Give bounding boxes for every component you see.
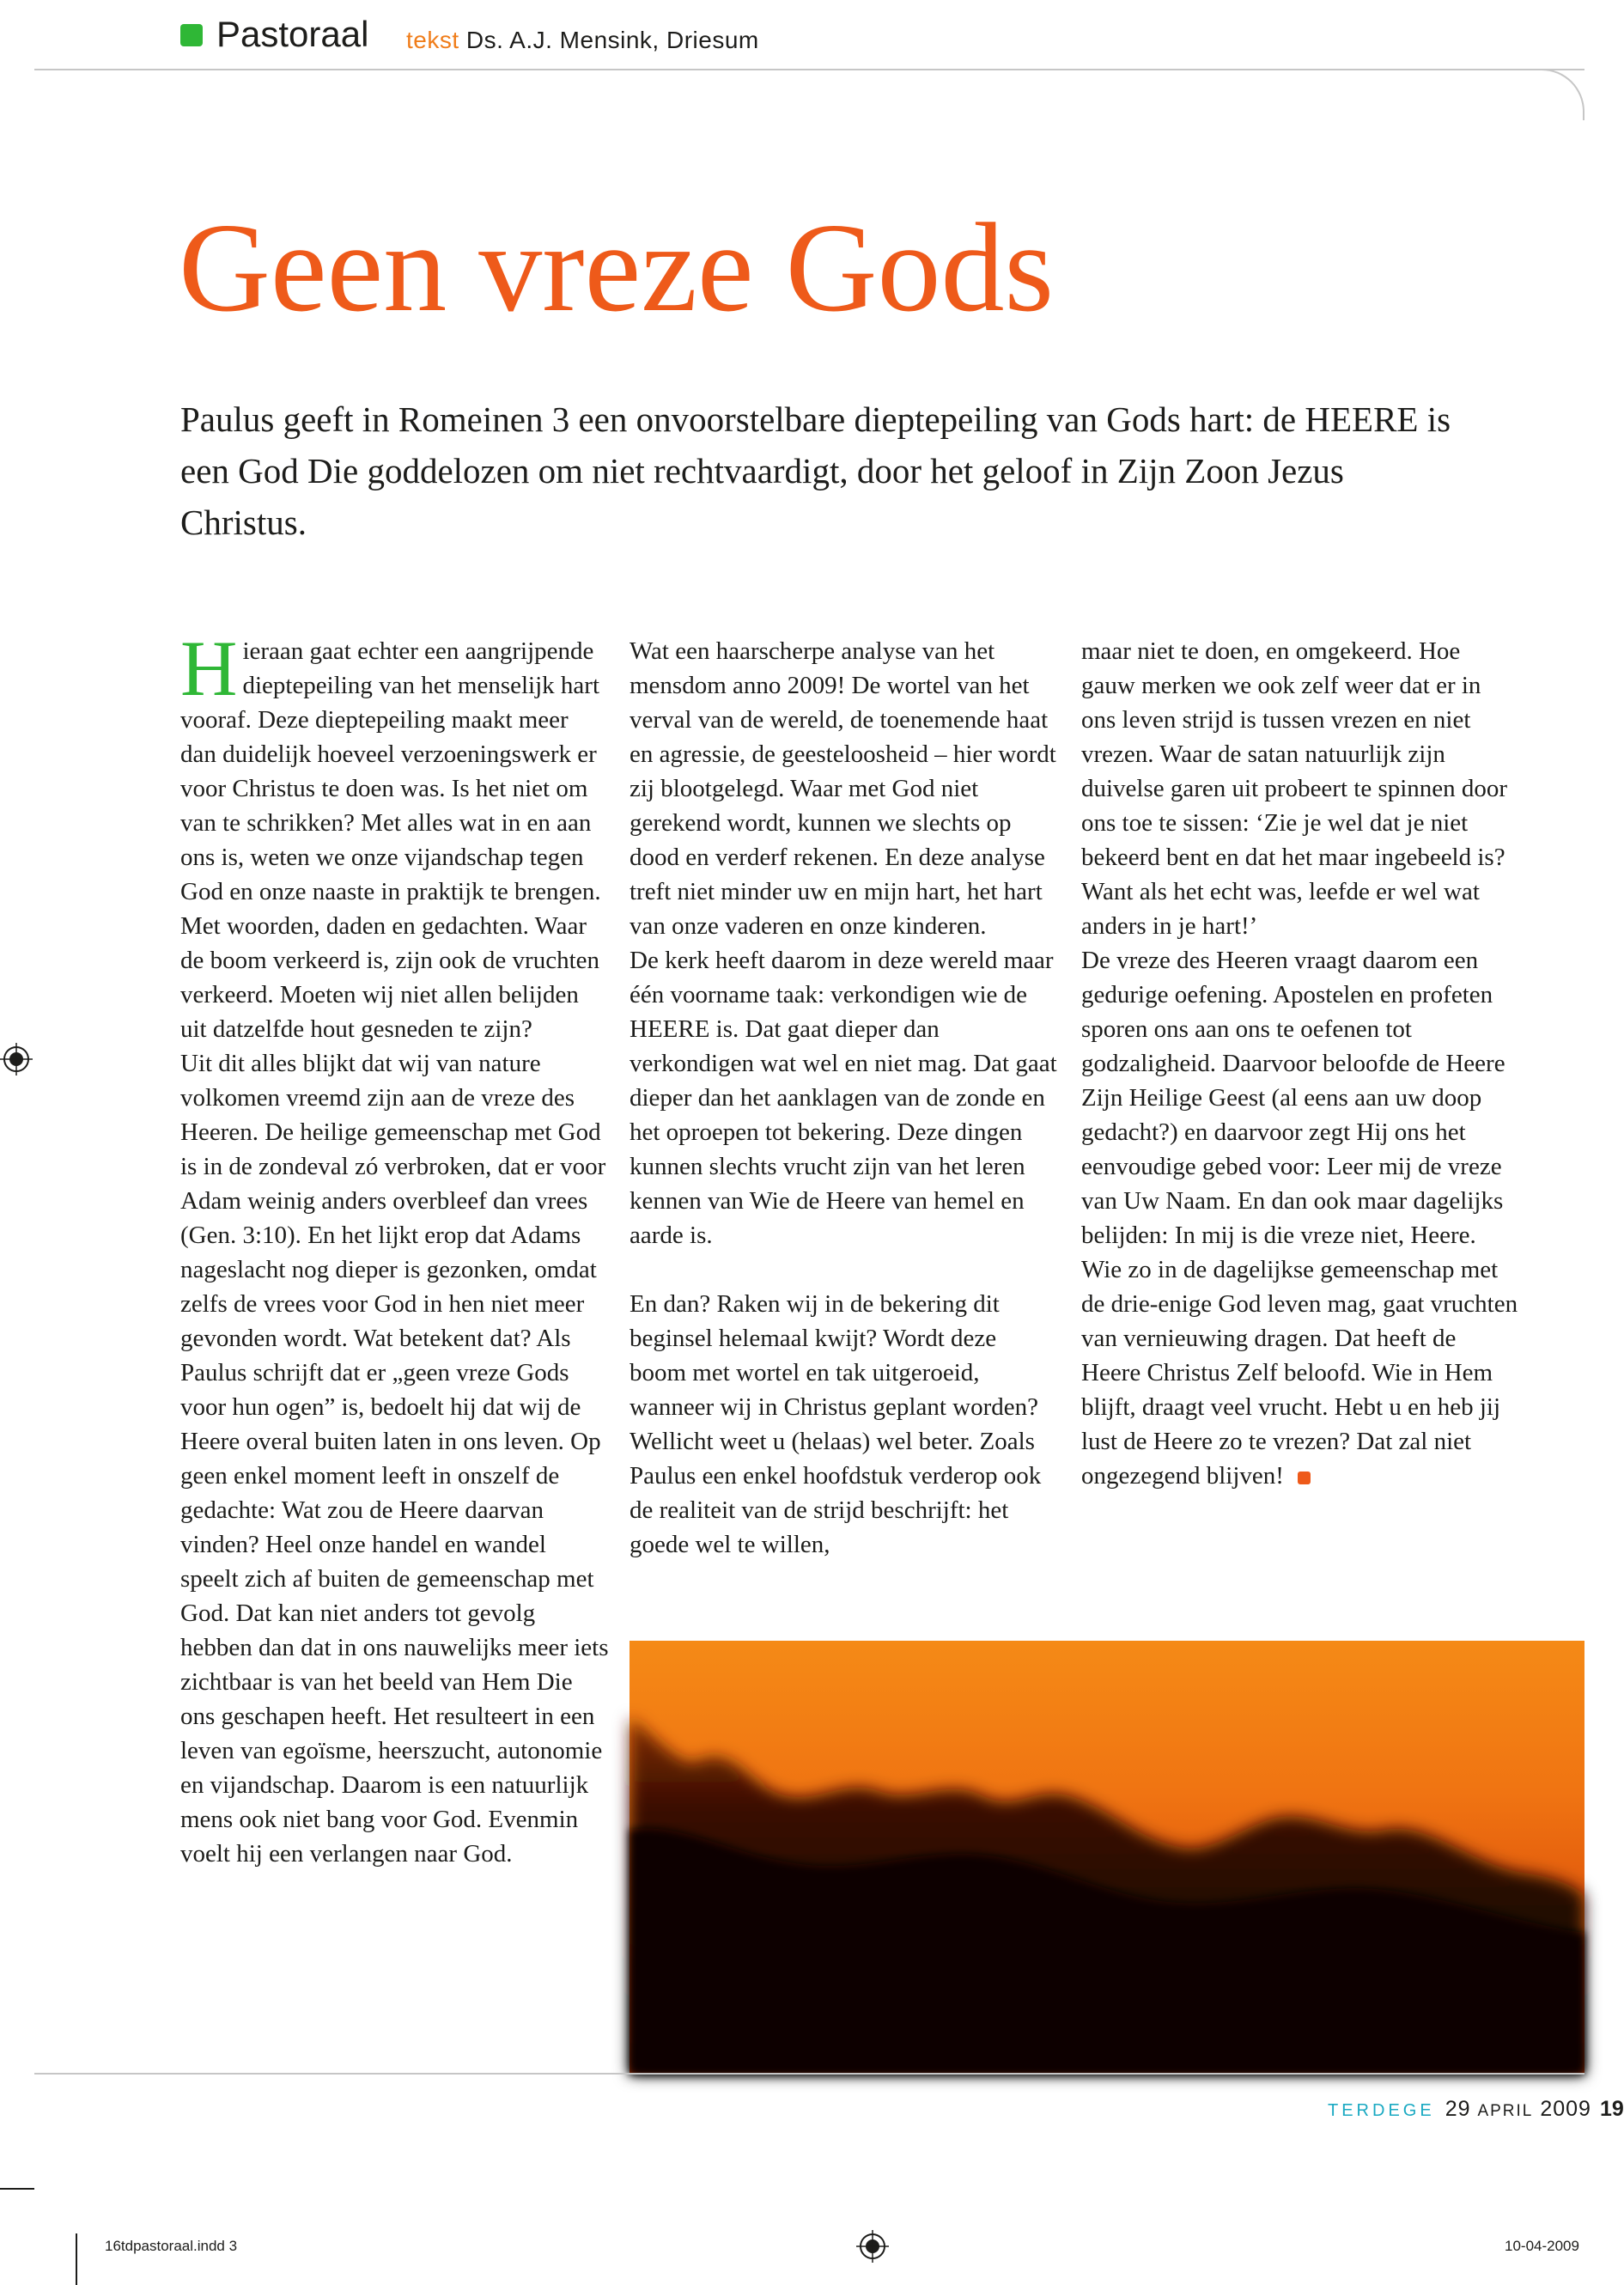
paragraph: De kerk heeft daarom in deze wereld maar één voorname taak: verkondigen wie de HEERE is. Dat gaat dieper dan verkondigen wat wel en niet mag. Dat gaat dieper dan het aanklagen van de zonde en het oproepen tot bekering. Deze dingen kunnen slechts vrucht zijn van het leren kennen van Wie de Heere van hemel en aarde is. <box>630 947 1057 1249</box>
byline-keyword: tekst <box>406 27 459 53</box>
issue-date: 29 APRIL 2009 <box>1445 2097 1591 2121</box>
print-slug-filename: 16tdpastoraal.indd 3 <box>105 2238 238 2254</box>
paragraph: Uit dit alles blijkt dat wij van nature volkomen vreemd zijn aan de vreze des Heeren. De heilige gemeenschap met God is in de zondeval zó verbroken, dat er voor Adam weinig anders overbleef dan vrees (Gen. 3:10). En het lijkt erop dat Adams nageslacht nog dieper is gezonken, omdat zelfs de vrees voor God in hen niet meer gevonden wordt. Wat betekent dat? Als Paulus schrijft dat er „geen vreze Gods voor hun ogen” is, bedoelt hij dat wij de Heere overal buiten laten in ons leven. Op geen enkel moment leeft in onszelf de gedachte: Wat zou de Heere daarvan vinden? Heel onze handel en wandel speelt zich af buiten de gemeenschap met God. Dat kan niet anders tot gevolg hebben dan dat in ons nauwelijks meer iets zichtbaar is van het beeld van Hem Die ons geschapen heeft. Het resulteert in een leven van egoïsme, heerszucht, autonomie en vijandschap. Daarom is een natuurlijk mens ook niet bang voor God. Evenmin voelt hij een verlangen naar God. <box>180 1050 609 1868</box>
paragraph-text: ieraan gaat echter een aangrijpende dieptepeiling van het menselijk hart vooraf. Deze dieptepeiling maakt meer dan duidelijk hoeveel verzoeningswerk er voor Christus te doen was. Is het niet om van te schrikken? Met alles wat in en aan ons is, weten we onze vijandschap tegen God en onze naaste in praktijk te brengen. Met woorden, daden en gedachten. Waar de boom verkeerd is, zijn ook de vruchten verkeerd. Moeten wij niet allen belijden uit datzelfde hout gesneden te zijn? <box>180 637 601 1043</box>
footer-rule <box>34 2073 1584 2075</box>
body-column-3 <box>1081 634 1519 1493</box>
registration-mark-icon <box>0 1043 33 1075</box>
byline <box>406 27 759 54</box>
byline-author: Ds. A.J. Mensink, Driesum <box>465 27 759 53</box>
crop-mark <box>76 2233 77 2285</box>
registration-mark-icon <box>856 2230 889 2263</box>
article-title: Geen vreze Gods <box>179 198 1055 338</box>
section-color-square <box>180 24 203 46</box>
section-label: Pastoraal <box>216 14 369 54</box>
page-footer <box>1328 2097 1624 2122</box>
magazine-name: TERDEGE <box>1328 2101 1435 2120</box>
end-of-article-mark <box>1298 1472 1311 1484</box>
print-slug-date: 10-04-2009 <box>1505 2238 1579 2254</box>
paragraph-text: De vreze des Heeren vraagt daarom een gedurige oefening. Apostelen en profeten sporen ons aan ons te oefenen tot godzaligheid. Daarvoor beloofde de Heere Zijn Heilige Geest (al eens aan uw doop gedacht?) en daarvoor zegt Hij ons het eenvoudige gebed voor: Leer mij de vreze van Uw Naam. En dan ook maar dagelijks belijden: In mij is die vreze niet, Heere. Wie zo in de dagelijkse gemeenschap met de drie-enige God leven mag, gaat vruchten van vernieuwing dragen. Dat heeft de Heere Christus Zelf beloofd. Wie in Hem blijft, draagt veel vrucht. Hebt u en heb jij lust de Heere zo te vrezen? Dat zal niet ongezegend blijven! <box>1081 947 1518 1490</box>
sunset-photo-graphic <box>630 1641 1584 2075</box>
paragraph: maar niet te doen, en omgekeerd. Hoe gauw merken we ook zelf weer dat er in ons leven strijd is tussen vrezen en niet vrezen. Waar de satan natuurlijk zijn duivelse garen uit probeert te spinnen door ons toe te sissen: ‘Zie je wel dat je niet bekeerd bent en dat het maar ingebeeld is? Want als het echt was, leefde er wel wat anders in je hart!’ <box>1081 637 1508 940</box>
sunset-photo <box>630 1641 1584 2075</box>
crop-mark <box>0 2188 34 2190</box>
paragraph <box>180 625 610 1046</box>
header-rule-corner <box>1542 69 1584 120</box>
header-rule <box>34 69 1584 70</box>
body-column-2 <box>630 634 1059 1562</box>
drop-cap: H <box>180 625 238 712</box>
paragraph <box>1081 943 1519 1493</box>
paragraph: Wat een haarscherpe analyse van het mensdom anno 2009! De wortel van het verval van de wereld, de toenemende haat en agressie, de geesteloosheid – hier wordt zij blootgelegd. Waar met God niet gerekend wordt, kunnen we slechts op dood en verderf rekenen. En deze analyse treft niet minder uw en mijn hart, het hart van onze vaderen en onze kinderen. <box>630 637 1056 940</box>
paragraph: En dan? Raken wij in de bekering dit beginsel helemaal kwijt? Wordt deze boom met wortel en tak uitgeroeid, wanneer wij in Christus geplant worden? Wellicht weet u (helaas) wel beter. Zoals Paulus een enkel hoofdstuk verderop ook de realiteit van de strijd beschrijft: het goede wel te willen, <box>630 1290 1042 1558</box>
page-number: 19 <box>1599 2097 1624 2121</box>
article-intro: Paulus geeft in Romeinen 3 een onvoorstelbare dieptepeiling van Gods hart: de HEERE is een God Die goddelozen om niet rechtvaardigt, door het geloof in Zijn Zoon Jezus Christus. <box>180 399 1451 542</box>
body-column-1 <box>180 625 610 1871</box>
